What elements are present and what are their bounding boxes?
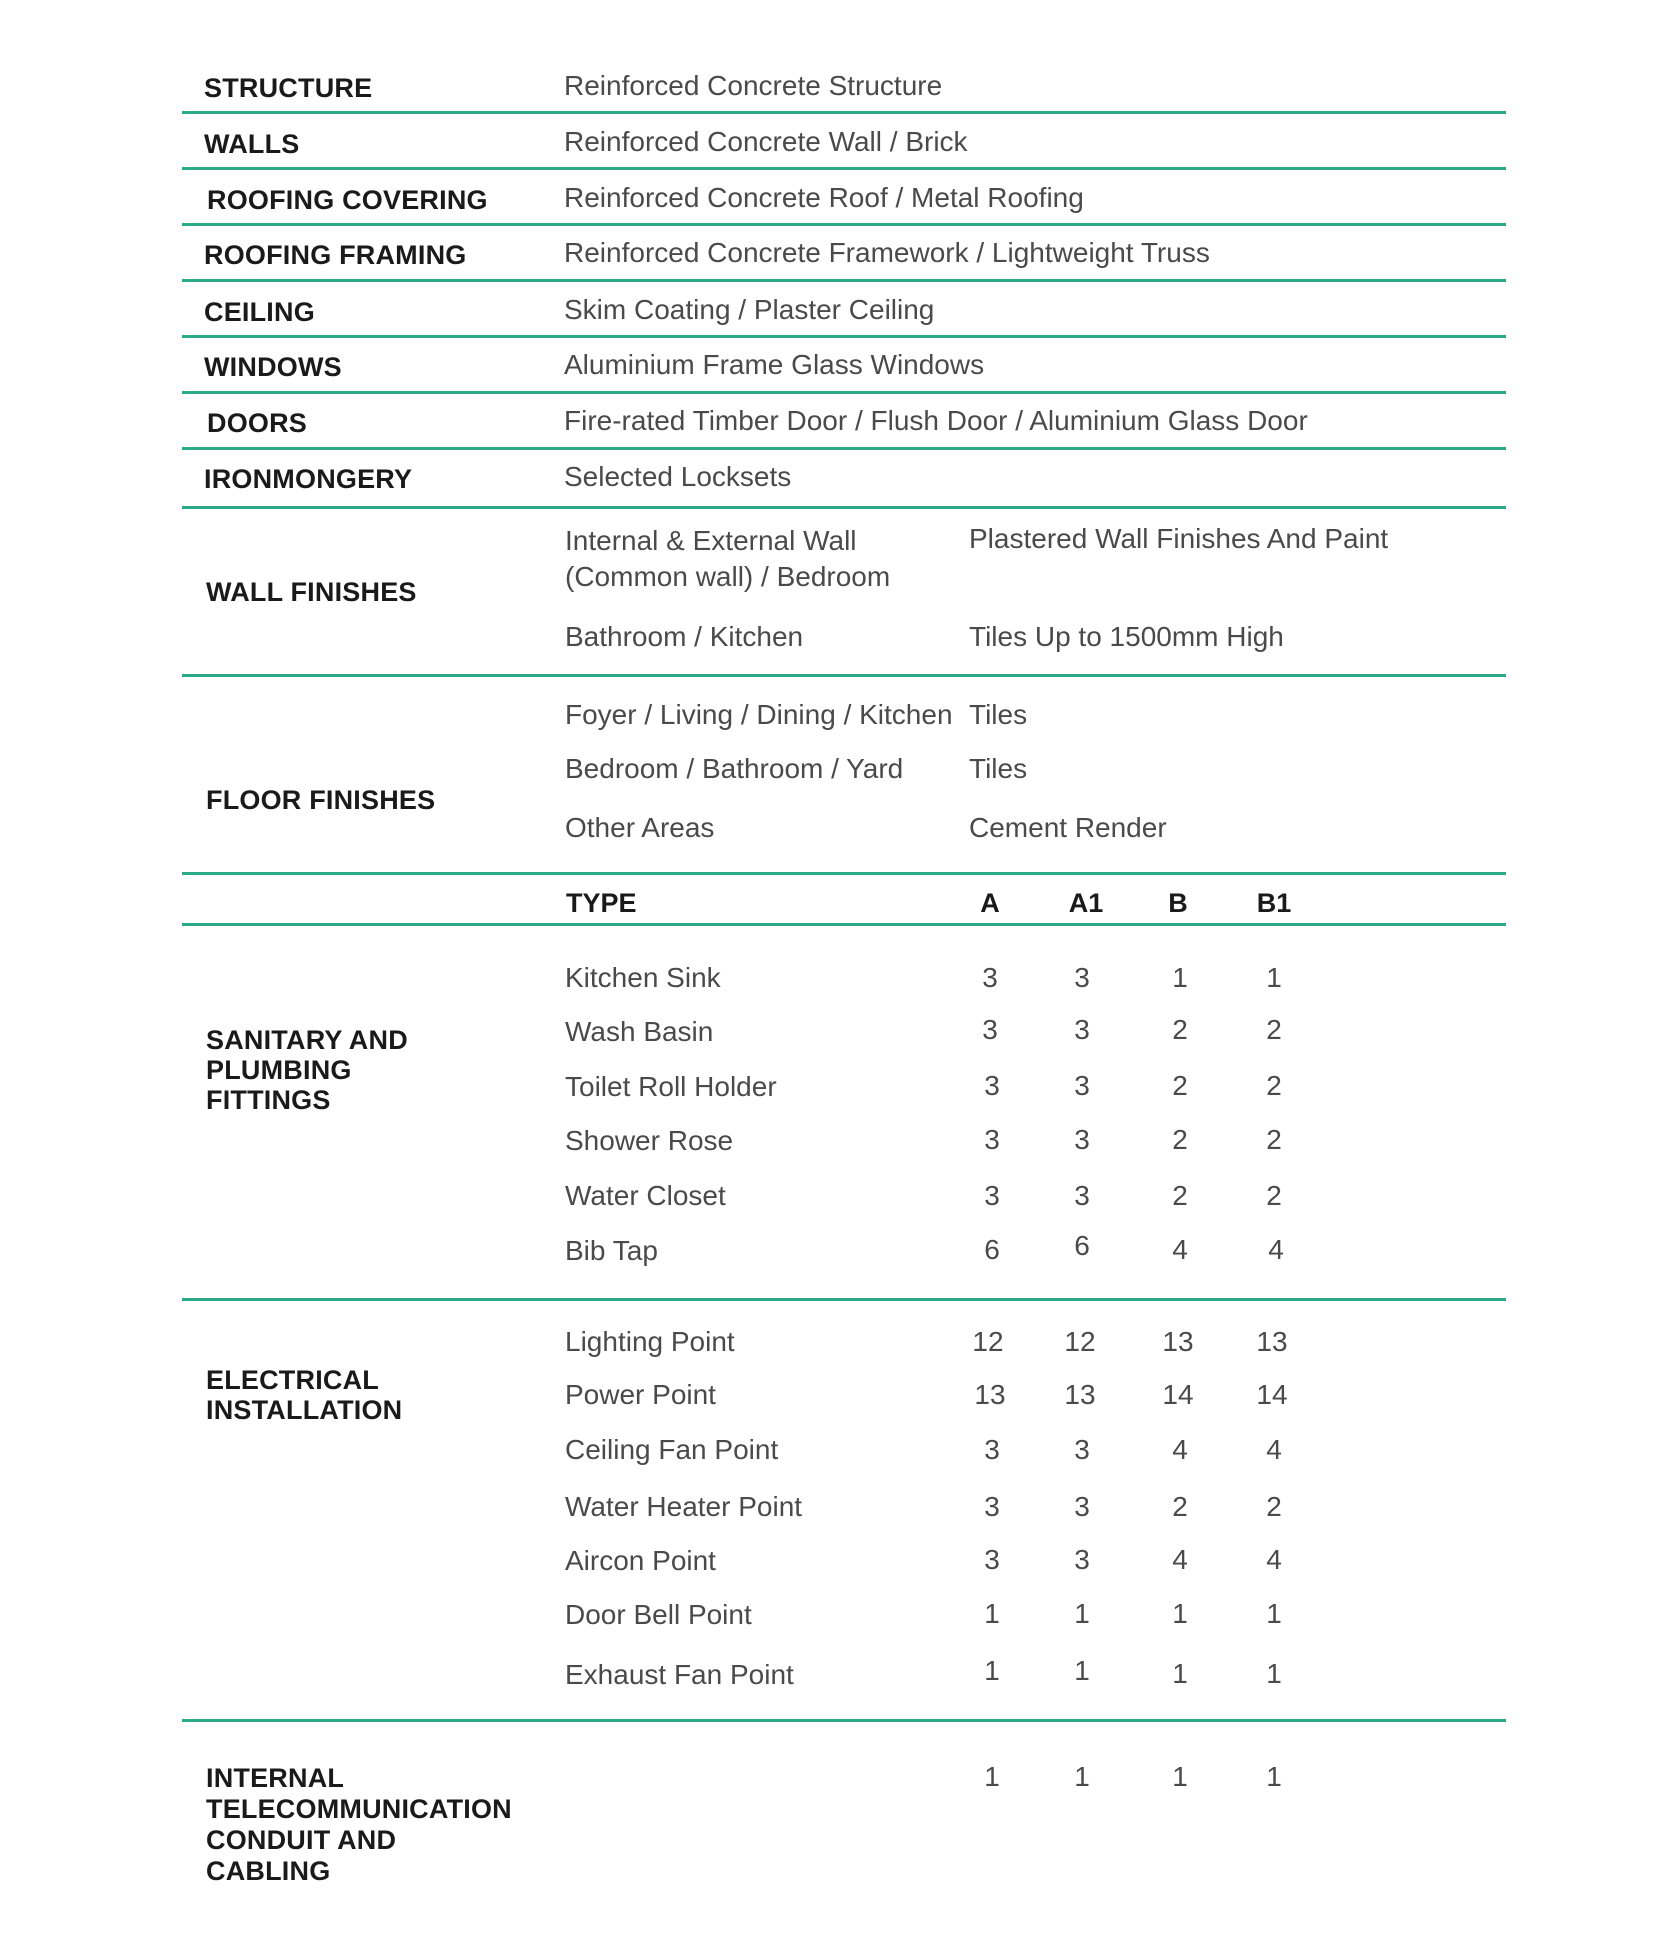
floor-finish-type: Tiles [969,753,1028,784]
sanitary-value: 6 [1074,1230,1090,1261]
label-roofing-covering: ROOFING COVERING [207,185,488,215]
sanitary-value: 3 [982,962,998,993]
sanitary-item-name: Kitchen Sink [565,962,721,993]
electrical-item-name: Ceiling Fan Point [565,1434,779,1465]
sanitary-value: 3 [984,1070,1000,1101]
label-ironmongery: IRONMONGERY [204,464,413,494]
electrical-item-name: Door Bell Point [565,1599,752,1630]
electrical-value: 13 [1064,1379,1096,1410]
electrical-value: 3 [984,1491,1000,1522]
divider [182,506,1506,509]
column-header-a1: A1 [1068,888,1104,918]
floor-finish-area: Bedroom / Bathroom / Yard [565,753,904,784]
electrical-value: 3 [1074,1544,1090,1575]
floor-finish-type: Tiles [969,699,1028,730]
divider [182,872,1506,875]
sanitary-value: 6 [984,1234,1000,1265]
value-roofing-covering: Reinforced Concrete Roof / Metal Roofing [564,182,1084,213]
electrical-item-name: Water Heater Point [565,1491,803,1522]
telecom-value: 1 [984,1761,1000,1792]
type-header: TYPE [566,888,637,918]
wall-finish-area: (Common wall) / Bedroom [565,561,891,592]
label-sanitary-line: PLUMBING [206,1055,352,1085]
electrical-value: 14 [1162,1379,1194,1410]
wall-finish-area: Internal & External Wall [565,525,857,556]
divider [182,447,1506,450]
sanitary-item-name: Toilet Roll Holder [565,1071,777,1102]
electrical-value: 2 [1172,1491,1188,1522]
sanitary-value: 2 [1266,1124,1282,1155]
electrical-value: 1 [1172,1598,1188,1629]
value-walls: Reinforced Concrete Wall / Brick [564,126,968,157]
sanitary-item-name: Water Closet [565,1180,726,1211]
floor-finish-area: Foyer / Living / Dining / Kitchen [565,699,953,730]
electrical-value: 1 [1266,1658,1282,1689]
sanitary-item-name: Shower Rose [565,1125,734,1156]
electrical-value: 4 [1266,1544,1282,1575]
sanitary-value: 3 [982,1014,998,1045]
electrical-value: 12 [1064,1326,1096,1357]
sanitary-value: 2 [1172,1180,1188,1211]
telecom-value: 1 [1074,1761,1090,1792]
electrical-value: 1 [984,1598,1000,1629]
sanitary-value: 1 [1266,962,1282,993]
sanitary-value: 3 [1074,1070,1090,1101]
sanitary-value: 2 [1172,1014,1188,1045]
electrical-value: 1 [1074,1598,1090,1629]
value-structure: Reinforced Concrete Structure [564,70,943,101]
value-windows: Aluminium Frame Glass Windows [564,349,985,380]
electrical-value: 1 [1266,1598,1282,1629]
column-header-b1: B1 [1256,888,1292,918]
sanitary-value: 3 [984,1124,1000,1155]
telecom-value: 1 [1172,1761,1188,1792]
label-sanitary-line: FITTINGS [206,1085,331,1115]
electrical-value: 1 [984,1655,1000,1686]
electrical-value: 4 [1172,1544,1188,1575]
value-ceiling: Skim Coating / Plaster Ceiling [564,294,935,325]
label-ceiling: CEILING [204,297,315,327]
divider [182,674,1506,677]
divider [182,279,1506,282]
electrical-value: 3 [984,1544,1000,1575]
value-roofing-framing: Reinforced Concrete Framework / Lightweight Truss [564,237,1210,268]
value-doors: Fire-rated Timber Door / Flush Door / Aluminium Glass Door [564,405,1308,436]
label-telecom-line: CABLING [206,1856,331,1886]
electrical-value: 3 [984,1434,1000,1465]
label-electrical-line: INSTALLATION [206,1395,403,1425]
sanitary-value: 3 [1074,1124,1090,1155]
divider [182,1719,1506,1722]
electrical-value: 3 [1074,1491,1090,1522]
sanitary-value: 4 [1268,1234,1284,1265]
label-wall-finishes: WALL FINISHES [206,577,417,607]
wall-finish-type: Tiles Up to 1500mm High [969,621,1284,652]
sanitary-item-name: Bib Tap [565,1235,658,1266]
electrical-item-name: Lighting Point [565,1326,735,1357]
floor-finish-type: Cement Render [969,812,1167,843]
label-walls: WALLS [204,129,300,159]
label-windows: WINDOWS [204,352,342,382]
electrical-value: 12 [972,1326,1004,1357]
label-electrical-line: ELECTRICAL [206,1365,379,1395]
sanitary-value: 4 [1172,1234,1188,1265]
label-floor-finishes: FLOOR FINISHES [206,785,436,815]
wall-finish-area: Bathroom / Kitchen [565,621,804,652]
electrical-value: 1 [1172,1658,1188,1689]
sanitary-value: 3 [1074,962,1090,993]
divider [182,335,1506,338]
electrical-value: 4 [1172,1434,1188,1465]
electrical-value: 2 [1266,1491,1282,1522]
label-telecom-line: INTERNAL [206,1763,345,1793]
value-ironmongery: Selected Locksets [564,461,792,492]
electrical-item-name: Power Point [565,1379,716,1410]
electrical-value: 13 [974,1379,1006,1410]
sanitary-value: 1 [1172,962,1188,993]
divider [182,1298,1506,1301]
wall-finish-type: Plastered Wall Finishes And Paint [969,523,1389,554]
sanitary-value: 3 [1074,1180,1090,1211]
electrical-value: 1 [1074,1655,1090,1686]
electrical-value: 14 [1256,1379,1288,1410]
electrical-value: 13 [1256,1326,1288,1357]
sanitary-value: 2 [1266,1180,1282,1211]
divider [182,923,1506,926]
electrical-item-name: Exhaust Fan Point [565,1659,794,1690]
column-header-a: A [980,888,1000,918]
sanitary-value: 2 [1172,1124,1188,1155]
sanitary-value: 3 [984,1180,1000,1211]
sanitary-value: 3 [1074,1014,1090,1045]
divider [182,167,1506,170]
sanitary-item-name: Wash Basin [565,1016,714,1047]
label-telecom-line: TELECOMMUNICATION [206,1794,512,1824]
sanitary-value: 2 [1266,1014,1282,1045]
label-roofing-framing: ROOFING FRAMING [204,240,467,270]
label-doors: DOORS [207,408,308,438]
floor-finish-area: Other Areas [565,812,715,843]
label-sanitary-line: SANITARY AND [206,1025,408,1055]
electrical-value: 4 [1266,1434,1282,1465]
divider [182,111,1506,114]
divider [182,391,1506,394]
column-header-b: B [1168,888,1188,918]
divider [182,223,1506,226]
telecom-value: 1 [1266,1761,1282,1792]
sanitary-value: 2 [1266,1070,1282,1101]
electrical-item-name: Aircon Point [565,1545,716,1576]
electrical-value: 13 [1162,1326,1194,1357]
sanitary-value: 2 [1172,1070,1188,1101]
label-structure: STRUCTURE [204,73,373,103]
label-telecom-line: CONDUIT AND [206,1825,397,1855]
electrical-value: 3 [1074,1434,1090,1465]
